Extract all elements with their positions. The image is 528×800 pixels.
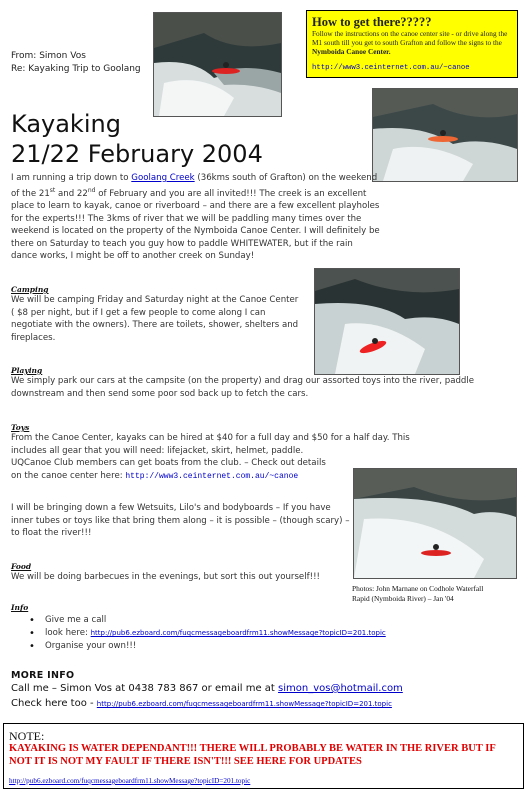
intro-sup-st: st [49,186,56,194]
intro-text-1: I am running a trip down to [11,173,132,183]
directions-heading: How to get there????? [312,15,432,29]
info-list [23,614,431,653]
check-text: Check here too - [11,698,97,709]
canoe-center-link-2[interactable]: http://www3.ceinternet.com.au/~canoe [125,471,299,481]
intro-text-2: (36kms south of Grafton) on the weekend of the 21 [11,173,378,199]
intro-text-4: of February and you are all invited!!! The creek is an excellent place to learn to kayak, canoe or riverboard – and there are a few excellent playholes for the experts!!! The 3kms of river that we will be paddling many times over the weekend is located on the property of the Nymboida Canoe Center. I will definitely be there on Saturday to teach you guy how to paddle WHITEWATER, but if the rain dance works, I might be off to another creek on Sunday! [11,188,380,262]
directions-box [306,10,518,78]
info-item-lookhere [23,627,431,640]
camping-heading: Camping [11,285,49,294]
email-link[interactable]: simon_vos@hotmail.com [278,683,403,694]
contact-text: Call me – Simon Vos at 0438 783 867 or email me at [11,683,279,694]
info-item-lookhere-text: look here: [45,628,91,638]
playing-text: We simply park our cars at the campsite (on the property) and drag our assorted toys into the river, paddle downstream and then send some poor sod back up to fetch the cars. [11,376,475,399]
check-line [11,696,521,712]
directions-text-main: Follow the instructions on the canoe center site - or drive along the M1 south till you get to south Grafton and follow the signs to the [312,29,508,47]
photo-caption-line2: Rapid (Nymboida River) – Jan '04 [352,594,454,603]
more-info-heading: MORE INFO [11,670,75,681]
directions-text-bold: Nymboida Canoe Center. [312,47,391,56]
note-box [3,723,524,789]
food-text: We will be doing barbecues in the evenings, but sort this out yourself!!! [11,572,320,582]
toys-heading: Toys [11,423,30,432]
food-section [11,562,341,584]
directions-text [312,29,512,56]
intro-sup-nd: nd [87,186,96,194]
more-info-section [11,670,521,712]
toys-paragraph-2: I will be bringing down a few Wetsuits, Lilo's and bodyboards – If you have inner tubes or toys like that bring them along – it is possible – (though scary) – to float the river!!! [11,503,350,539]
canoe-center-link[interactable]: http://www3.ceinternet.com.au/~canoe [312,64,470,72]
photo-caption [352,584,522,604]
camping-text: We will be camping Friday and Saturday night at the Canoe Center ( $8 per night, but if I get a few people to come along I can negotiate with the owners). There are toilets, shower, shelters and fireplaces. [11,295,299,343]
note-warning: KAYAKING IS WATER DEPENDANT!!! THERE WILL PROBABLY BE WATER IN THE RIVER BUT IF NOT IT IS NOT MY FAULT IF THERE ISN'T!!! SEE HERE FOR UPDATES [9,743,496,767]
info-heading: Info [11,603,29,612]
contact-line [11,681,521,696]
toys-line-4-text: on the canoe center here: [11,470,126,481]
from-line: From: Simon Vos [11,51,86,61]
page-title-line2: 21/22 February 2004 [11,140,263,168]
toys-line-1: From the Canoe Center, kayaks can be hired at $40 for a full day and $50 for a half day. This [11,433,410,443]
kayak-photo-4 [353,468,517,579]
food-heading: Food [11,562,32,571]
intro-paragraph [11,172,381,263]
email-header [11,50,141,76]
kayak-photo-1 [153,12,282,117]
note-label: NOTE: [9,729,45,743]
info-item-call: • Give me a call [23,614,431,627]
info-item-organise: • Organise your own!!! [23,640,431,653]
updates-link[interactable]: http://pub6.ezboard.com/fuqcmessageboardfrm11.showMessage?topicID=201.topic [9,777,251,785]
playing-section [11,366,511,400]
photo-caption-line1: Photos: John Marnane on Codhole Waterfall [352,584,484,593]
info-section [11,603,431,653]
intro-text-3: and 22 [55,188,88,199]
page-title-line1: Kayaking [11,110,121,138]
goolang-creek-link[interactable]: Goolang Creek [131,173,195,183]
kayak-photo-2 [372,88,518,182]
messageboard-link[interactable]: http://pub6.ezboard.com/fuqcmessageboardfrm11.showMessage?topicID=201.topic [90,629,386,637]
check-link[interactable]: http://pub6.ezboard.com/fuqcmessageboardfrm11.showMessage?topicID=201.topic [96,700,392,708]
re-line: Re: Kayaking Trip to Goolang [11,64,141,74]
kayak-photo-3 [314,268,460,375]
toys-line-3: UQCanoe Club members can get boats from the club. – Check out details [11,458,326,469]
playing-heading: Playing [11,366,43,375]
toys-line-2: includes all gear that you will need: lifejacket, skirt, helmet, paddle. [11,445,304,456]
camping-section [11,285,301,344]
